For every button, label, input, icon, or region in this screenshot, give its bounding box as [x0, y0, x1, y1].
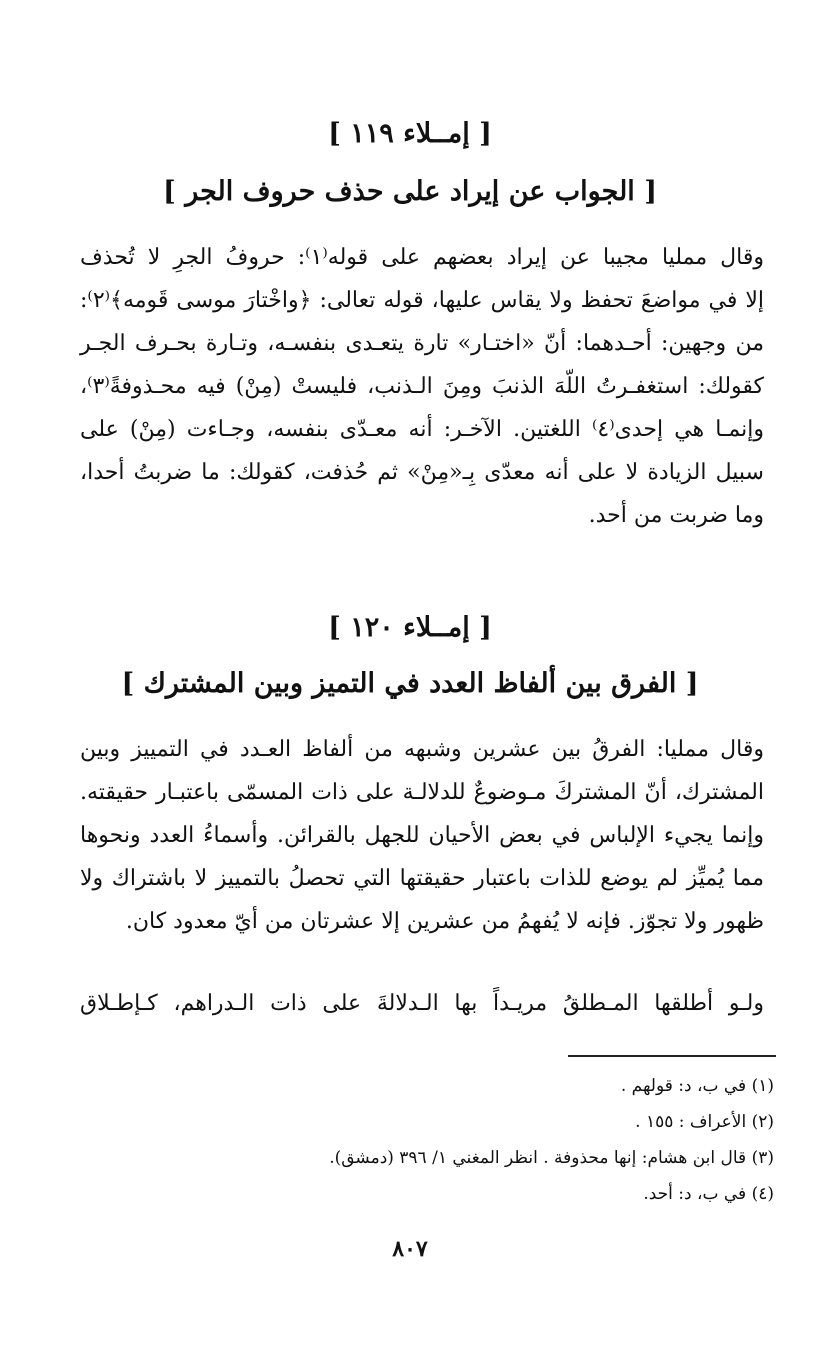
text-line: كقولك: استغفـرتُ اللّهَ الذنبَ ومِنَ الـذنب، فليستْ (مِنْ) فيه محـذوفةً⁽٣⁾، [80, 374, 764, 399]
text-line: وقال ممليا: الفرقُ بين عشرين وشبهه من ألفاظ العـدد في التمييز وبين [80, 737, 764, 762]
paragraph-2 [80, 728, 764, 943]
text-line: وإنما يجيء الإلباس في بعض الأحيان للجهل بالقرائن. وأسماءُ العدد ونحوها [80, 823, 764, 848]
text-line: إلا في مواضعَ تحفظ ولا يقاس عليها، قوله تعالى: ﴿واخْتارَ موسى قَومه﴾⁽٢⁾: [80, 288, 764, 313]
dictation-heading-119: [ إمــلاء ١١٩ ] [328, 118, 492, 149]
text-line: وإنمـا هي إحدى⁽٤⁾ اللغتين. الآخـر: أنه معـدّى بنفسه، وجـاءت (مِنْ) على [80, 417, 764, 442]
text-line: المشترك، أنّ المشتركَ مـوضوعٌ للدلالـة على ذات المسمّى باعتبـار حقيقته. [80, 780, 764, 805]
footnote-3: (٣) قال ابن هشام: إنها محذوفة . انظر المغني ١/ ٣٩٦ (دمشق). [329, 1148, 774, 1168]
footnotes [80, 1068, 774, 1212]
text-line: سبيل الزيادة لا على أنه معدّى بِـ«مِنْ» ثم حُذفت، كقولك: ما ضربتُ أحدا، [80, 460, 764, 485]
section-title-2: [ الفرق بين ألفاظ العدد في التميز وبين المشترك ] [121, 668, 699, 699]
text-line: من وجهين: أحـدهما: أنّ «اختـار» تارة يتعـدى بنفسـه، وتـارة بحـرف الجـر [80, 331, 764, 356]
footnote-divider [568, 1055, 776, 1057]
footnote-4: (٤) في ب، د: أحد. [643, 1184, 774, 1204]
page-number: ٨٠٧ [392, 1236, 428, 1262]
text-line: مما يُميِّز لم يوضع للذات باعتبار حقيقتها التي تحصلُ بالتمييز لا باشتراك ولا [80, 866, 764, 891]
text-line: وما ضربت من أحد. [588, 503, 764, 528]
paragraph-1 [80, 236, 764, 537]
footnote-2: (٢) الأعراف : ١٥٥ . [635, 1112, 774, 1132]
text-line: وقال ممليا مجيبا عن إيراد بعضهم على قوله⁽١⁾: حروفُ الجرِ لا تُحذف [80, 245, 764, 270]
section-title-1: [ الجواب عن إيراد على حذف حروف الجر ] [163, 176, 657, 207]
dictation-heading-120: [ إمــلاء ١٢٠ ] [328, 612, 492, 643]
text-line: ظهور ولا تجوّز. فإنه لا يُفهمُ من عشرين إلا عشرتان من أيّ معدود كان. [125, 909, 764, 934]
paragraph-3 [80, 982, 764, 1025]
text-line: ولـو أطلقها المـطلقُ مريـداً بها الـدلالةَ على ذات الـدراهم، كـإطـلاق [80, 991, 764, 1016]
footnote-1: (١) في ب، د: قولهم . [620, 1076, 774, 1096]
